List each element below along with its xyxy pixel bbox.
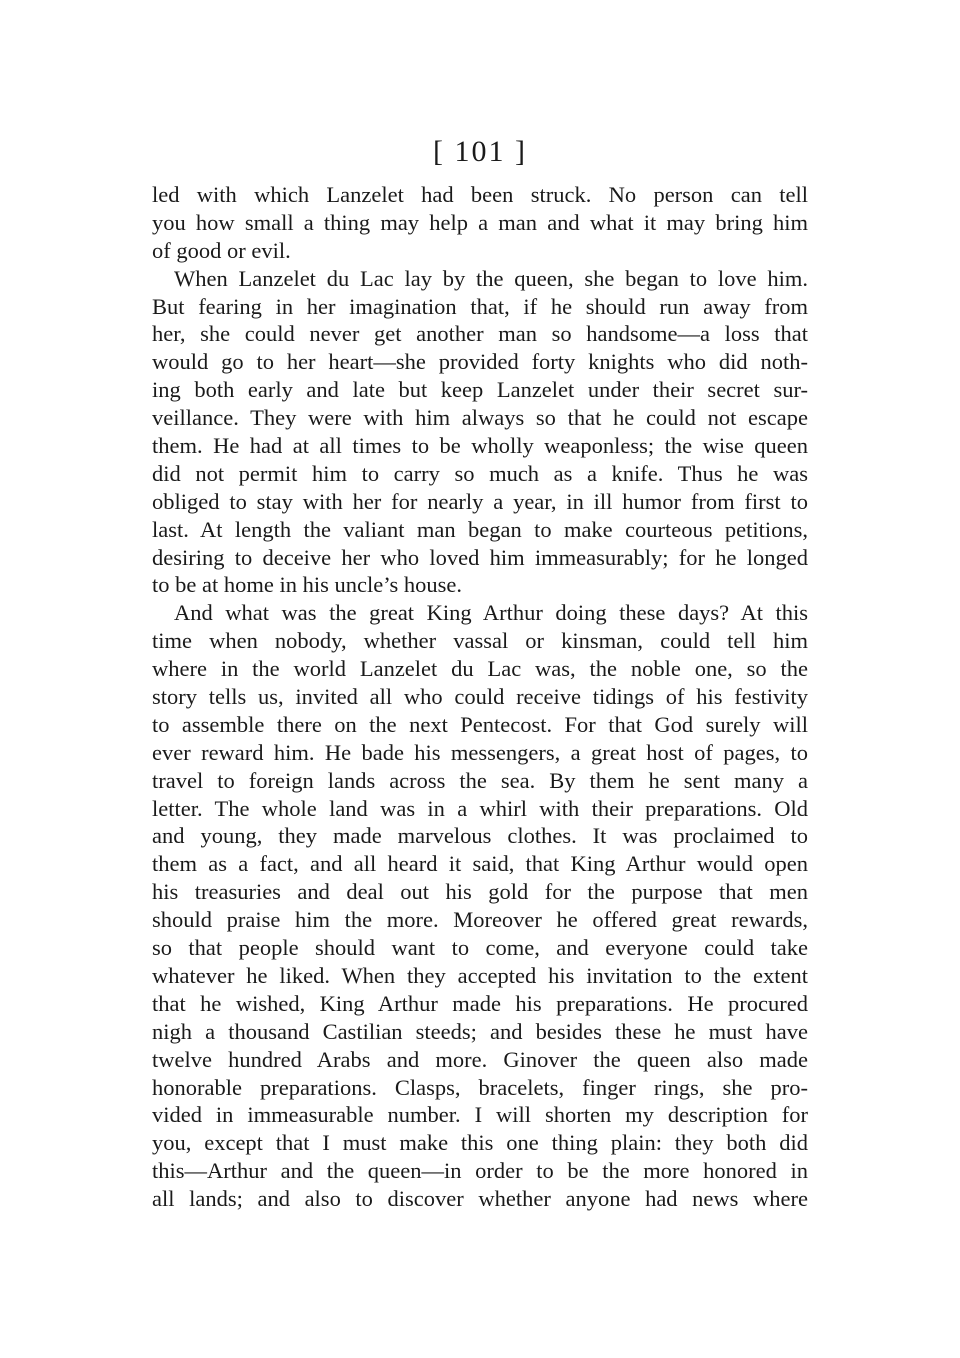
text-line: last. At length the valiant man began to make courteous petitions, bbox=[152, 516, 808, 542]
text-line: would go to her heart—she provided forty knights who did noth- bbox=[152, 349, 808, 375]
text-line: desiring to deceive her who loved him immeasurably; for he longed bbox=[152, 544, 808, 570]
text-line: travel to foreign lands across the sea. By them he sent many a bbox=[152, 767, 808, 793]
text-line: his treasuries and deal out his gold for the purpose that men bbox=[152, 879, 808, 905]
text-line: letter. The whole land was in a whirl with their preparations. Old bbox=[152, 795, 808, 821]
paragraph bbox=[152, 181, 808, 265]
text-line: whatever he liked. When they accepted his invitation to the extent bbox=[152, 962, 808, 988]
text-line: veillance. They were with him always so that he could not escape bbox=[152, 405, 808, 431]
text-line: so that people should want to come, and everyone could take bbox=[152, 935, 808, 961]
text-line: ever reward him. He bade his messengers, a great host of pages, to bbox=[152, 739, 808, 765]
text-line: But fearing in her imagination that, if he should run away from bbox=[152, 293, 808, 319]
text-line: you how small a thing may help a man and what it may bring him bbox=[152, 209, 808, 235]
text-line: them. He had at all times to be wholly weaponless; the wise queen bbox=[152, 433, 808, 459]
text-line: vided in immeasurable number. I will shorten my description for bbox=[152, 1102, 808, 1128]
text-line: time when nobody, whether vassal or kinsman, could tell him bbox=[152, 628, 808, 654]
text-line: to be at home in his uncle’s house. bbox=[152, 572, 462, 598]
text-line: you, except that I must make this one thing plain: they both did bbox=[152, 1130, 808, 1156]
paragraph bbox=[152, 265, 808, 600]
text-line: where in the world Lanzelet du Lac was, the noble one, so the bbox=[152, 656, 808, 682]
text-line: them as a fact, and all heard it said, that King Arthur would open bbox=[152, 851, 808, 877]
text-line: this—Arthur and the queen—in order to be the more honored in bbox=[152, 1158, 808, 1184]
text-line: ing both early and late but keep Lanzelet under their secret sur- bbox=[152, 377, 808, 403]
text-line: to assemble there on the next Pentecost. For that God surely will bbox=[152, 711, 808, 737]
text-line: twelve hundred Arabs and more. Ginover the queen also made bbox=[152, 1046, 808, 1072]
text-line: and young, they made marvelous clothes. It was proclaimed to bbox=[152, 823, 808, 849]
text-line: When Lanzelet du Lac lay by the queen, she began to love him. bbox=[174, 265, 808, 291]
text-line: honorable preparations. Clasps, bracelets, finger rings, she pro- bbox=[152, 1074, 808, 1100]
text-line: obliged to stay with her for nearly a year, in ill humor from first to bbox=[152, 488, 808, 514]
text-line: of good or evil. bbox=[152, 237, 291, 263]
text-line: story tells us, invited all who could receive tidings of his festivity bbox=[152, 684, 808, 710]
text-line: all lands; and also to discover whether anyone had news where bbox=[152, 1186, 808, 1212]
text-line: should praise him the more. Moreover he offered great rewards, bbox=[152, 907, 808, 933]
text-line: her, she could never get another man so handsome—a loss that bbox=[152, 321, 808, 347]
page-number: [ 101 ] bbox=[433, 135, 527, 168]
text-line: nigh a thousand Castilian steeds; and besides these he must have bbox=[152, 1018, 808, 1044]
text-line: did not permit him to carry so much as a knife. Thus he was bbox=[152, 460, 808, 486]
paragraph bbox=[152, 599, 808, 1213]
text-line: that he wished, King Arthur made his preparations. He procured bbox=[152, 990, 808, 1016]
text-line: And what was the great King Arthur doing these days? At this bbox=[174, 600, 808, 626]
body-text bbox=[152, 181, 808, 1213]
text-line: led with which Lanzelet had been struck. No person can tell bbox=[152, 182, 808, 207]
